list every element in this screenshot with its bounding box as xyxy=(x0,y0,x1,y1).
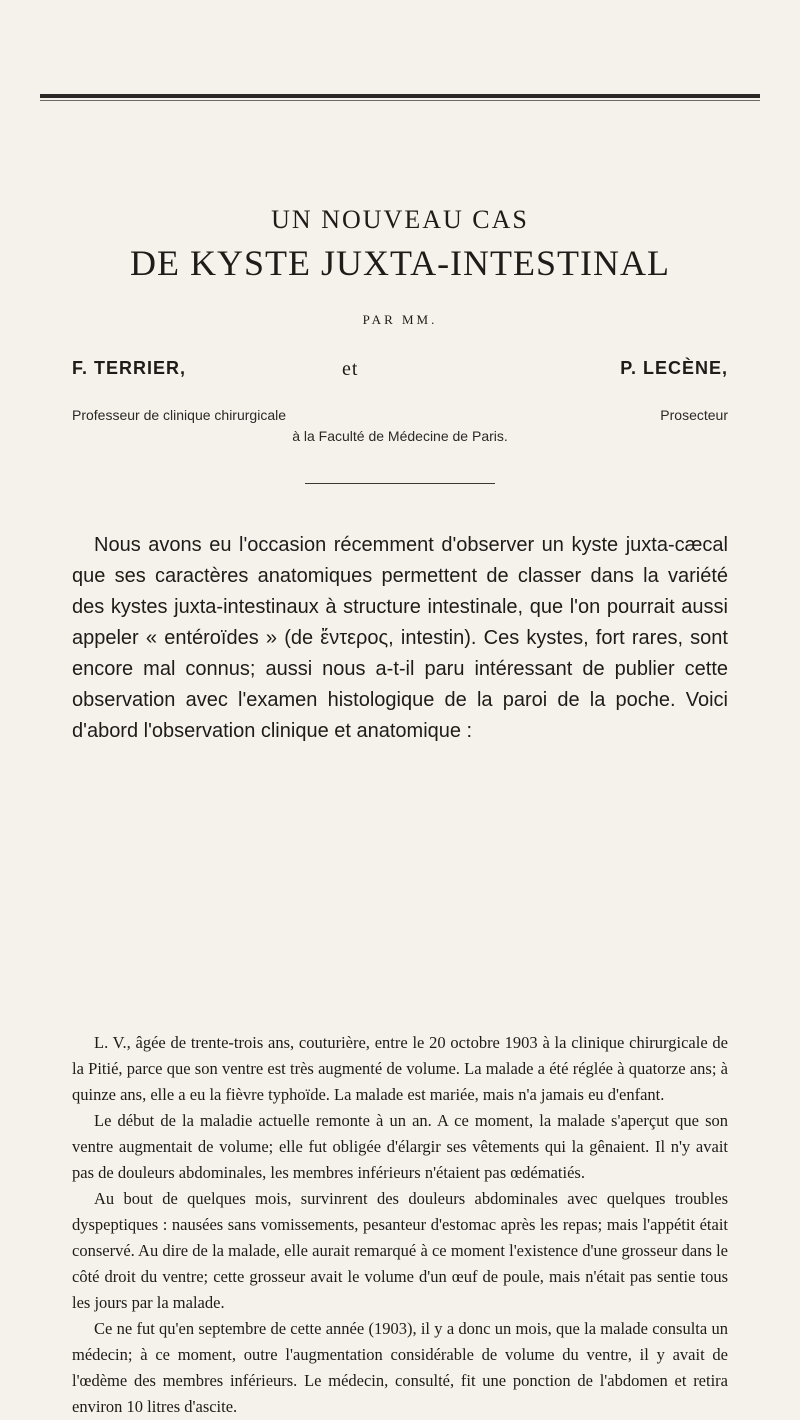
institution: à la Faculté de Médecine de Paris. xyxy=(292,428,508,444)
title-line-2: DE KYSTE JUXTA-INTESTINAL xyxy=(129,243,671,283)
observation-paragraph: L. V., âgée de trente-trois ans, couturière, entre le 20 octobre 1903 à la clinique chirurgicale de la Pitié, parce que son ventre est très augmenté de volume. La malade a été réglée à quatorze ans; à quinze ans, elle a eu la fièvre typhoïde. La malade est mariée, mais n'a jamais eu d'enfant. xyxy=(72,1033,728,1104)
observation-paragraph: Le début de la maladie actuelle remonte à un an. A ce moment, la malade s'aperçut que son ventre augmentait de volume; elle fut obligée d'élargir ses vêtements qui la gênaient. Il n'y avait pas de douleurs abdominales, les membres inférieurs n'étaient pas œdématiés. xyxy=(72,1111,728,1182)
author-conjunction: et xyxy=(342,358,359,380)
observation-paragraph: Au bout de quelques mois, survinrent des douleurs abdominales avec quelques troubles dyspeptiques : nausées sans vomissements, pesanteur d'estomac après les repas; mais l'appétit était conservé. Au dire de la malade, elle aurait remarqué à ce moment l'existence d'une grosseur dans le côté droit du ventre; cette grosseur avait le volume d'un œuf de poule, mais n'était pas sentie tous les jours par la malade. xyxy=(72,1189,728,1312)
authors-row xyxy=(72,358,728,382)
intro-paragraph: Nous avons eu l'occasion récemment d'observer un kyste juxta-cæcal que ses caractères anatomiques permettent de classer dans la variété des kystes juxta-intestinaux à structure intestinale, que l'on pourrait aussi appeler « entéroïdes » (de ἔντερος, intestin). Ces kystes, fort rares, sont encore mal connus; aussi nous a-t-il paru intéressant de publier cette observation avec l'examen histologique de la paroi de la poche. Voici d'abord l'observation clinique et anatomique : xyxy=(72,534,728,742)
author-terrier: F. TERRIER, xyxy=(72,358,187,378)
byline-label: PAR MM. xyxy=(362,312,438,327)
title-line-1: UN NOUVEAU CAS xyxy=(271,205,529,234)
author-lecene: P. LECÈNE, xyxy=(620,358,728,378)
section-divider xyxy=(305,483,495,484)
affiliations-row xyxy=(72,407,728,427)
clinical-observation xyxy=(72,1030,728,1420)
observation-paragraph: Ce ne fut qu'en septembre de cette année (1903), il y a donc un mois, que la malade consulta un médecin; à ce moment, outre l'augmentation considérable de volume du ventre, il y avait de l'œdème des membres inférieurs. Le médecin, consulté, fit une ponction de l'abdomen et retira environ 10 litres d'ascite. xyxy=(72,1319,728,1416)
header-rule xyxy=(40,94,760,98)
affiliation-lecene: Prosecteur xyxy=(660,407,728,423)
affiliation-terrier: Professeur de clinique chirurgicale xyxy=(72,407,286,423)
